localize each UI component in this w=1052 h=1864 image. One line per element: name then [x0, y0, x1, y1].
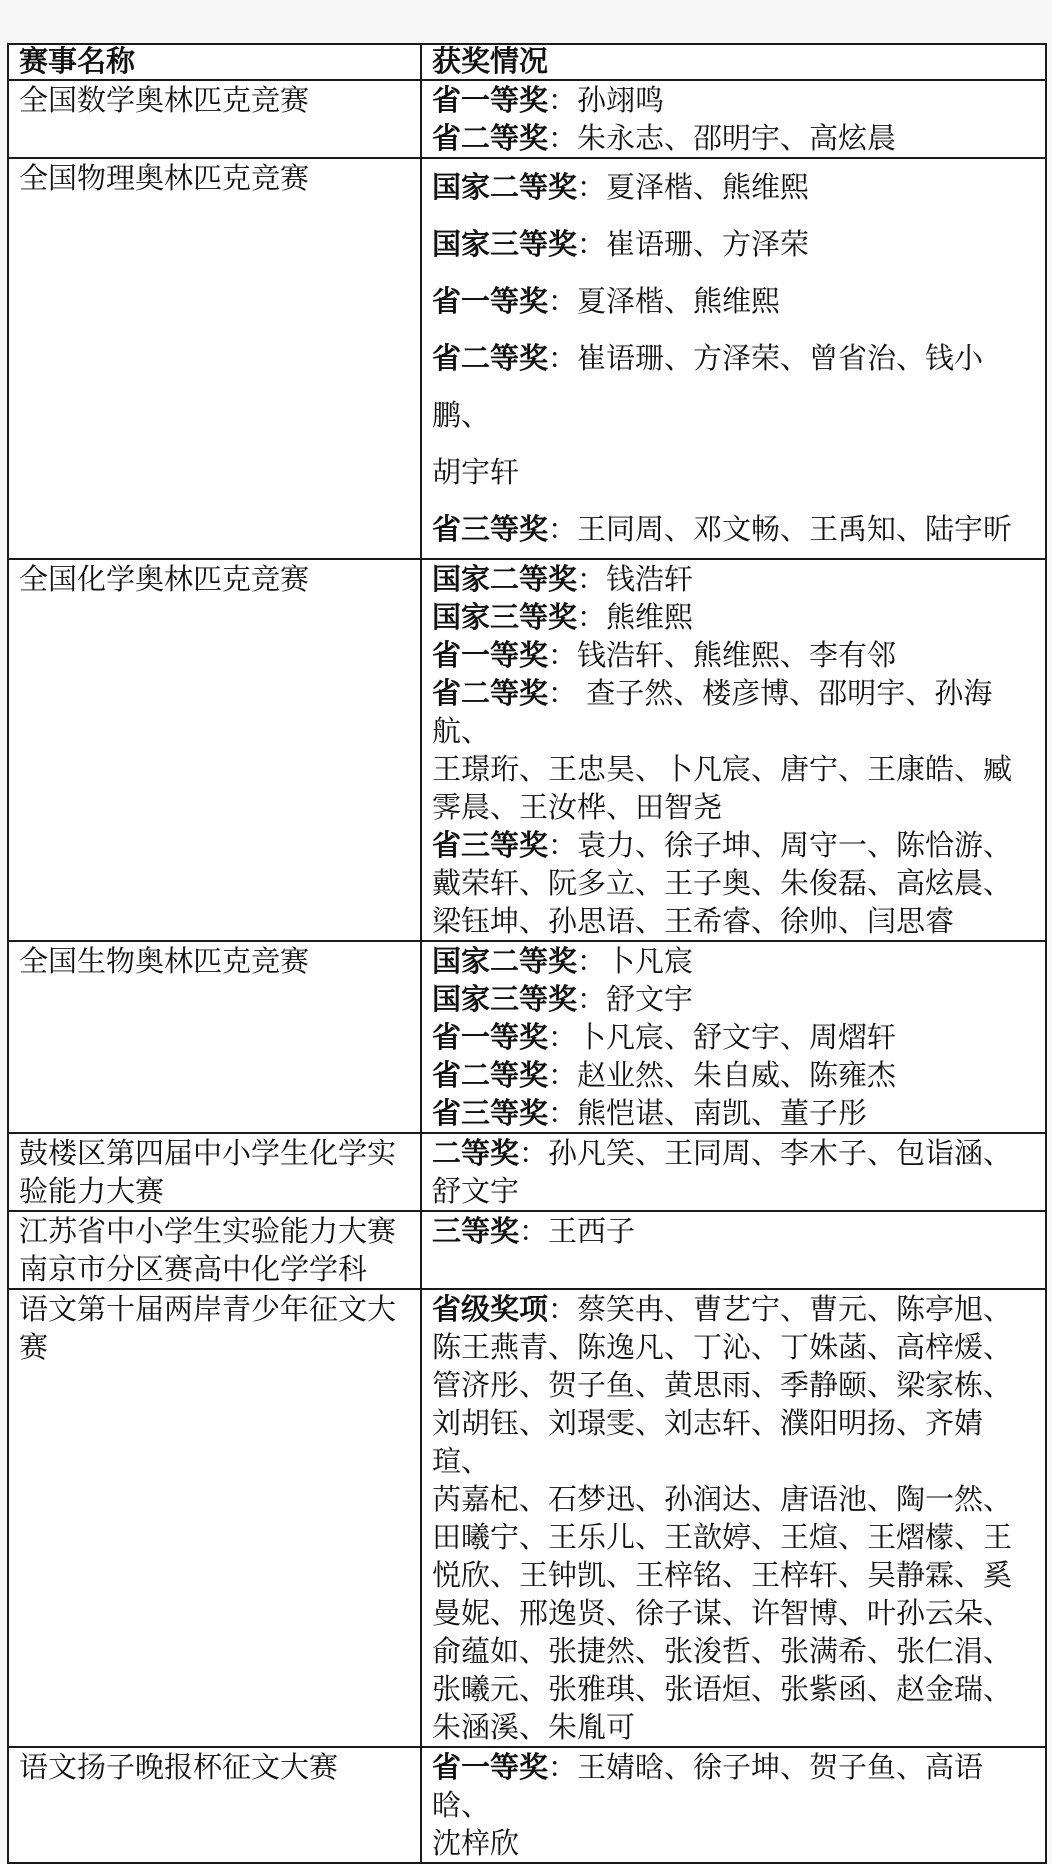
award-names: 管济彤、贺子鱼、黄思雨、季静颐、梁家栋、 — [432, 1368, 1013, 1402]
award-names: ：王西子 — [519, 1214, 636, 1248]
header-row — [8, 44, 1046, 80]
award-names: 梁钰坤、孙思语、王希睿、徐帅、闫思睿 — [432, 904, 955, 938]
award-line — [432, 216, 1039, 273]
award-names: ：孙凡笑、王同周、李木子、包诣涵、 — [519, 1136, 1013, 1170]
award-line — [432, 1094, 1039, 1132]
award-label: 省二等奖 — [432, 676, 549, 710]
award-names: 王璟珩、王忠昊、卜凡宸、唐宁、王康皓、臧 — [432, 752, 1013, 786]
award-label: 省一等奖 — [432, 1020, 549, 1054]
award-line — [432, 750, 1039, 788]
award-label: 省二等奖 — [432, 121, 549, 155]
award-names: 俞蕴如、张捷然、张浚哲、张满希、张仁涓、 — [432, 1634, 1013, 1668]
awards-table — [7, 43, 1047, 1864]
competition-name-line: 鼓楼区第四届中小学生化学实 — [19, 1136, 397, 1170]
award-names: ：熊维熙 — [577, 600, 694, 634]
competition-name: 全国物理奥林匹克竞赛 — [8, 158, 421, 559]
competition-name: 全国生物奥林匹克竞赛 — [8, 941, 421, 1133]
competition-name: 语文扬子晚报杯征文大赛 — [8, 1747, 421, 1863]
award-names: ：舒文宇 — [577, 982, 694, 1016]
table-row — [8, 559, 1046, 941]
competition-name-line: 赛 — [19, 1330, 49, 1364]
award-label: 三等奖 — [432, 1214, 520, 1248]
header-competition: 赛事名称 — [8, 44, 421, 80]
award-names: 戴荣轩、阮多立、王子奥、朱俊磊、高炫晨、 — [432, 866, 1013, 900]
award-names: ： 查子然、楼彦博、邵明宇、孙海航、 — [432, 676, 993, 748]
award-cell — [421, 941, 1046, 1133]
award-names: ：朱永志、邵明宇、高炫晨 — [548, 121, 897, 155]
award-cell — [421, 559, 1046, 941]
award-label: 国家二等奖 — [432, 562, 578, 596]
table-row — [8, 1747, 1046, 1863]
award-names: 陈王燕青、陈逸凡、丁沁、丁姝菡、高梓煖、 — [432, 1330, 1013, 1364]
award-names: 田曦宁、王乐儿、王歆婷、王煊、王熠檬、王 — [432, 1520, 1013, 1554]
award-label: 省一等奖 — [432, 83, 549, 117]
award-line — [432, 330, 1039, 444]
award-line — [432, 1172, 1039, 1210]
award-line — [432, 1056, 1039, 1094]
competition-name — [8, 1211, 421, 1289]
award-line — [432, 674, 1039, 750]
award-label: 省级奖项 — [432, 1292, 549, 1326]
competition-name — [8, 1133, 421, 1211]
award-names: ：钱浩轩 — [577, 562, 694, 596]
award-names: ：赵业然、朱自威、陈雍杰 — [548, 1058, 897, 1092]
award-line — [432, 501, 1039, 558]
award-names: ：崔语珊、方泽荣 — [577, 227, 810, 261]
competition-name-line: 语文第十届两岸青少年征文大 — [19, 1292, 397, 1326]
award-label: 国家二等奖 — [432, 944, 578, 978]
award-names: ：王同周、邓文畅、王禹知、陆宇昕 — [548, 512, 1013, 546]
header-awards: 获奖情况 — [421, 44, 1046, 80]
award-names: 刘胡钰、刘璟雯、刘志轩、濮阳明扬、齐婧瑄、 — [432, 1406, 984, 1478]
award-line — [432, 826, 1039, 864]
award-line — [432, 1134, 1039, 1172]
table-row — [8, 158, 1046, 559]
award-cell — [421, 1133, 1046, 1211]
award-line — [432, 1708, 1039, 1746]
award-label: 省三等奖 — [432, 512, 549, 546]
competition-name-line: 南京市分区赛高中化学学科 — [19, 1252, 368, 1286]
award-names: ：袁力、徐子坤、周守一、陈恰游、 — [548, 828, 1013, 862]
award-label: 省一等奖 — [432, 284, 549, 318]
award-line — [432, 636, 1039, 674]
award-label: 省二等奖 — [432, 1058, 549, 1092]
award-cell — [421, 158, 1046, 559]
award-names: ：崔语珊、方泽荣、曾省治、钱小鹏、 — [432, 341, 984, 432]
award-line — [432, 273, 1039, 330]
award-label: 国家三等奖 — [432, 982, 578, 1016]
award-names: ：熊恺谌、南凯、董子彤 — [548, 1096, 868, 1130]
award-names: 曼妮、邢逸贤、徐子谋、许智博、叶孙云朵、 — [432, 1596, 1013, 1630]
award-label: 省一等奖 — [432, 1750, 549, 1784]
award-line — [432, 788, 1039, 826]
award-line — [432, 1594, 1039, 1632]
award-line — [432, 1824, 1039, 1862]
award-label: 国家三等奖 — [432, 227, 578, 261]
competition-name-line: 江苏省中小学生实验能力大赛 — [19, 1214, 397, 1248]
award-line — [432, 159, 1039, 216]
award-line — [432, 598, 1039, 636]
award-line — [432, 444, 1039, 501]
award-label: 省一等奖 — [432, 638, 549, 672]
award-line — [432, 1404, 1039, 1480]
award-names: 悦欣、王钟凯、王梓铭、王梓轩、吴静霖、奚 — [432, 1558, 1013, 1592]
award-label: 二等奖 — [432, 1136, 520, 1170]
award-label: 省三等奖 — [432, 1096, 549, 1130]
award-names: 芮嘉杞、石梦迅、孙润达、唐语池、陶一然、 — [432, 1482, 1013, 1516]
award-line — [432, 1632, 1039, 1670]
award-line — [432, 1480, 1039, 1518]
award-line — [432, 942, 1039, 980]
competition-name-line: 验能力大赛 — [19, 1174, 165, 1208]
award-line — [432, 1328, 1039, 1366]
award-line — [432, 1212, 1039, 1250]
award-cell — [421, 1747, 1046, 1863]
award-line — [432, 1366, 1039, 1404]
award-line — [432, 1670, 1039, 1708]
award-names: 胡宇轩 — [432, 455, 520, 489]
award-line — [432, 1290, 1039, 1328]
award-names: ：钱浩轩、熊维熙、李有邻 — [548, 638, 897, 672]
table-row — [8, 1211, 1046, 1289]
award-names: ：王婧晗、徐子坤、贺子鱼、高语晗、 — [432, 1750, 984, 1822]
table-row — [8, 1133, 1046, 1211]
award-line — [432, 980, 1039, 1018]
competition-name: 全国数学奥林匹克竞赛 — [8, 80, 421, 158]
award-names: 霁晨、王汝桦、田智尧 — [432, 790, 723, 824]
award-names: ：卜凡宸 — [577, 944, 694, 978]
award-names: 朱涵溪、朱胤可 — [432, 1710, 636, 1744]
competition-name: 全国化学奥林匹克竞赛 — [8, 559, 421, 941]
award-line — [432, 902, 1039, 940]
award-line — [432, 560, 1039, 598]
award-names: ：孙翊鸣 — [548, 83, 665, 117]
award-label: 省三等奖 — [432, 828, 549, 862]
award-cell — [421, 80, 1046, 158]
table-row — [8, 80, 1046, 158]
award-cell — [421, 1289, 1046, 1747]
table-row — [8, 941, 1046, 1133]
award-line — [432, 864, 1039, 902]
award-line — [432, 1748, 1039, 1824]
award-label: 省二等奖 — [432, 341, 549, 375]
award-label: 国家三等奖 — [432, 600, 578, 634]
award-line — [432, 1556, 1039, 1594]
competition-name — [8, 1289, 421, 1747]
award-cell — [421, 1211, 1046, 1289]
award-line — [432, 1518, 1039, 1556]
award-names: ：蔡笑冉、曹艺宁、曹元、陈亭旭、 — [548, 1292, 1013, 1326]
award-names: ：夏泽楷、熊维熙 — [577, 170, 810, 204]
award-line — [432, 81, 1039, 119]
award-names: ：夏泽楷、熊维熙 — [548, 284, 781, 318]
table-row — [8, 1289, 1046, 1747]
award-names: 张曦元、张雅琪、张语烜、张紫函、赵金瑞、 — [432, 1672, 1013, 1706]
award-line — [432, 119, 1039, 157]
award-names: 沈梓欣 — [432, 1826, 520, 1860]
award-names: ：卜凡宸、舒文宇、周熠轩 — [548, 1020, 897, 1054]
award-label: 国家二等奖 — [432, 170, 578, 204]
award-names: 舒文宇 — [432, 1174, 520, 1208]
award-line — [432, 1018, 1039, 1056]
